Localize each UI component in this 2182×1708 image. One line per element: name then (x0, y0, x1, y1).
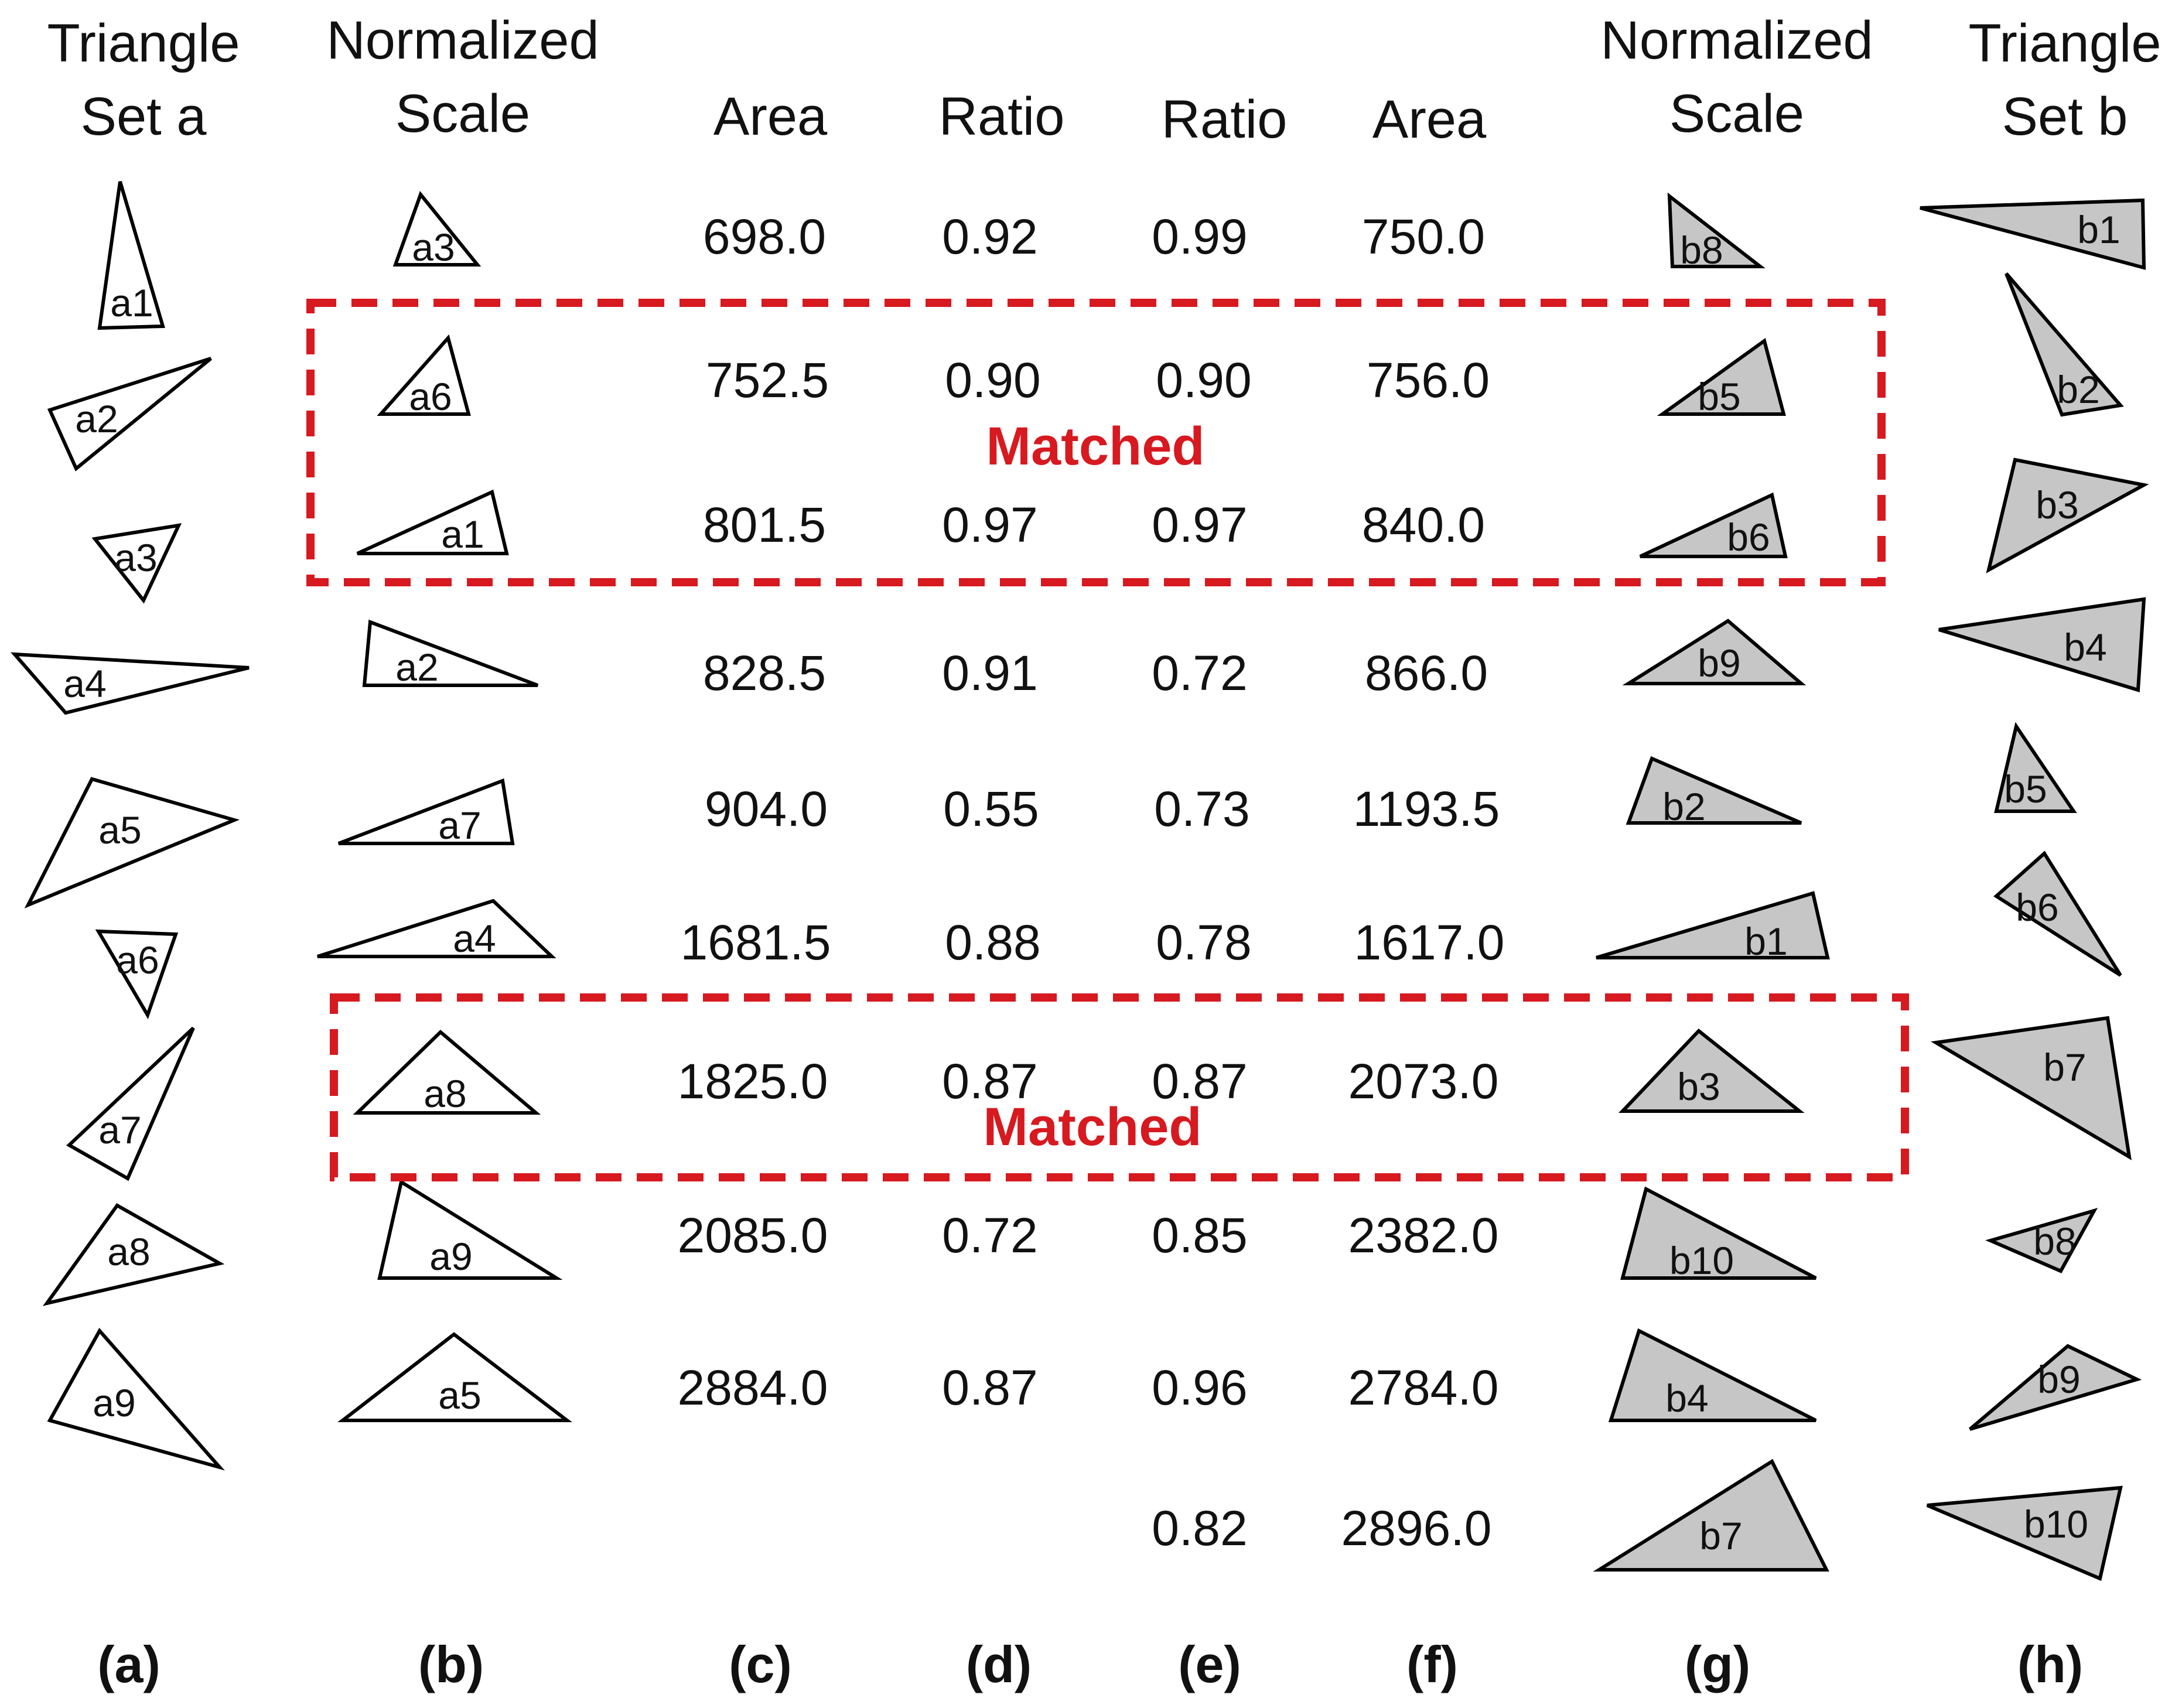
normalized-label-b6: b6 (1727, 515, 1770, 559)
ratio-a-cell: 0.55 (943, 781, 1039, 836)
triangle-b7 (1936, 1018, 2129, 1157)
header-set-a-line2: Set a (80, 87, 207, 146)
triangle-a4 (15, 654, 249, 713)
column-ratio-b (1152, 209, 1252, 1556)
triangle-label-a3: a3 (114, 536, 158, 579)
normalized-label-b5: b5 (1698, 375, 1741, 418)
ratio-a-cell: 0.92 (942, 209, 1038, 264)
column-letter-h: (h) (2017, 1635, 2084, 1693)
area-a-cell: 904.0 (704, 781, 828, 836)
header-ratio-b: Ratio (1161, 90, 1288, 149)
matched-label-top: Matched (986, 416, 1205, 476)
triangle-a2 (50, 358, 211, 469)
normalized-label-b8: b8 (1680, 228, 1723, 272)
normalized-label-b4: b4 (1665, 1376, 1709, 1420)
triangle-b4 (1939, 599, 2144, 690)
triangle-label-a5: a5 (98, 808, 142, 852)
column-letter-d: (d) (965, 1635, 1032, 1693)
header-norm-a-line1: Normalized (326, 11, 599, 70)
column-letter-b: (b) (418, 1635, 484, 1693)
triangle-label-b6: b6 (2016, 886, 2059, 929)
ratio-a-cell: 0.87 (942, 1054, 1038, 1109)
area-b-cell: 1193.5 (1353, 781, 1500, 836)
column-letter-c: (c) (729, 1635, 792, 1693)
area-a-cell: 752.5 (705, 353, 829, 408)
triangle-label-a8: a8 (107, 1230, 151, 1273)
triangle-label-b8: b8 (2033, 1219, 2077, 1263)
area-b-cell: 2382.0 (1348, 1208, 1499, 1263)
normalized-label-a7: a7 (438, 804, 482, 847)
ratio-b-cell: 0.96 (1152, 1360, 1248, 1415)
ratio-b-cell: 0.90 (1156, 353, 1252, 408)
ratio-a-cell: 0.91 (942, 645, 1038, 701)
header-norm-b-line1: Normalized (1600, 11, 1873, 70)
normalized-label-b9: b9 (1698, 641, 1741, 685)
area-a-cell: 2085.0 (677, 1208, 828, 1263)
header-norm-b-line2: Scale (1669, 84, 1805, 144)
ratio-b-cell: 0.72 (1152, 645, 1248, 701)
triangle-label-b7: b7 (2043, 1046, 2087, 1089)
ratio-a-cell: 0.97 (942, 497, 1038, 552)
normalized-triangle-b4 (1611, 1331, 1816, 1420)
normalized-label-a5: a5 (438, 1374, 482, 1417)
header-area-b: Area (1372, 90, 1487, 149)
column-letters (97, 1635, 2083, 1693)
area-b-cell: 756.0 (1366, 353, 1490, 408)
normalized-triangle-a4 (317, 901, 552, 957)
area-b-cell: 866.0 (1364, 645, 1488, 701)
normalized-label-b7: b7 (1699, 1514, 1743, 1557)
normalized-label-a9: a9 (429, 1235, 473, 1278)
ratio-a-cell: 0.87 (942, 1360, 1038, 1415)
triangle-label-b10: b10 (2023, 1502, 2089, 1546)
area-a-cell: 828.5 (702, 645, 827, 701)
normalized-label-a3: a3 (412, 226, 455, 269)
area-a-cell: 698.0 (702, 209, 827, 264)
area-b-cell: 2896.0 (1341, 1501, 1492, 1556)
column-ratio-a (942, 209, 1041, 1415)
column-letter-g: (g) (1684, 1635, 1751, 1693)
triangle-label-b5: b5 (2004, 767, 2047, 811)
normalized-triangle-a7 (339, 781, 513, 843)
header-area-a: Area (713, 87, 828, 146)
normalized-triangle-b2 (1628, 759, 1801, 823)
normalized-triangle-b1 (1596, 893, 1828, 958)
header-set-a-line1: Triangle (47, 13, 240, 73)
normalized-label-b1: b1 (1744, 920, 1788, 963)
column-set-b (1920, 200, 2144, 1579)
triangle-label-a6: a6 (116, 938, 159, 982)
area-b-cell: 1617.0 (1354, 915, 1505, 970)
triangle-label-a2: a2 (75, 397, 118, 440)
area-b-cell: 2073.0 (1348, 1054, 1499, 1109)
triangle-label-b9: b9 (2037, 1358, 2081, 1401)
column-letter-e: (e) (1178, 1635, 1241, 1693)
header-norm-a-line2: Scale (395, 84, 531, 144)
header-set-b-line2: Set b (2002, 87, 2128, 146)
triangle-label-a9: a9 (93, 1381, 136, 1425)
normalized-label-a6: a6 (409, 375, 452, 418)
normalized-triangle-a1 (357, 492, 507, 554)
area-b-cell: 2784.0 (1348, 1360, 1499, 1415)
column-letter-a: (a) (97, 1635, 161, 1693)
column-headers (47, 11, 2161, 149)
ratio-b-cell: 0.73 (1154, 781, 1250, 836)
ratio-b-cell: 0.99 (1152, 209, 1248, 264)
normalized-label-a1: a1 (441, 513, 484, 556)
area-a-cell: 2884.0 (677, 1360, 828, 1415)
column-normalized-b (1596, 196, 1828, 1570)
normalized-label-a4: a4 (453, 917, 496, 960)
normalized-triangle-a2 (364, 622, 538, 685)
column-set-a (15, 182, 249, 1467)
area-a-cell: 801.5 (702, 497, 827, 552)
ratio-b-cell: 0.82 (1152, 1501, 1248, 1556)
triangle-label-b4: b4 (2064, 626, 2107, 669)
ratio-a-cell: 0.72 (942, 1208, 1038, 1263)
header-ratio-a: Ratio (938, 87, 1065, 146)
normalized-label-a8: a8 (424, 1072, 467, 1115)
normalized-label-a2: a2 (395, 645, 439, 689)
column-area-b (1341, 209, 1505, 1556)
matched-group-top (310, 303, 1881, 582)
area-b-cell: 750.0 (1361, 209, 1486, 264)
ratio-b-cell: 0.87 (1152, 1054, 1248, 1109)
triangle-label-b2: b2 (2057, 368, 2100, 411)
normalized-label-b2: b2 (1662, 785, 1706, 828)
triangle-label-a1: a1 (110, 281, 153, 324)
normalized-label-b10: b10 (1669, 1239, 1734, 1282)
ratio-a-cell: 0.88 (945, 915, 1041, 970)
ratio-b-cell: 0.85 (1152, 1208, 1248, 1263)
triangle-label-a7: a7 (98, 1108, 142, 1152)
area-a-cell: 1681.5 (680, 915, 831, 970)
ratio-a-cell: 0.90 (945, 353, 1041, 408)
column-area-a (678, 209, 831, 1415)
triangle-label-b1: b1 (2077, 208, 2120, 251)
triangle-a7 (69, 1028, 193, 1178)
triangle-label-a4: a4 (63, 662, 107, 705)
area-a-cell: 1825.0 (677, 1054, 828, 1109)
column-normalized-a (317, 194, 567, 1420)
triangle-label-b3: b3 (2036, 483, 2079, 527)
column-letter-f: (f) (1406, 1635, 1458, 1693)
area-b-cell: 840.0 (1361, 497, 1486, 552)
matched-label-bottom: Matched (983, 1097, 1202, 1157)
normalized-label-b3: b3 (1677, 1065, 1720, 1108)
header-set-b-line1: Triangle (1968, 13, 2161, 73)
ratio-b-cell: 0.78 (1156, 915, 1252, 970)
ratio-b-cell: 0.97 (1152, 497, 1248, 552)
